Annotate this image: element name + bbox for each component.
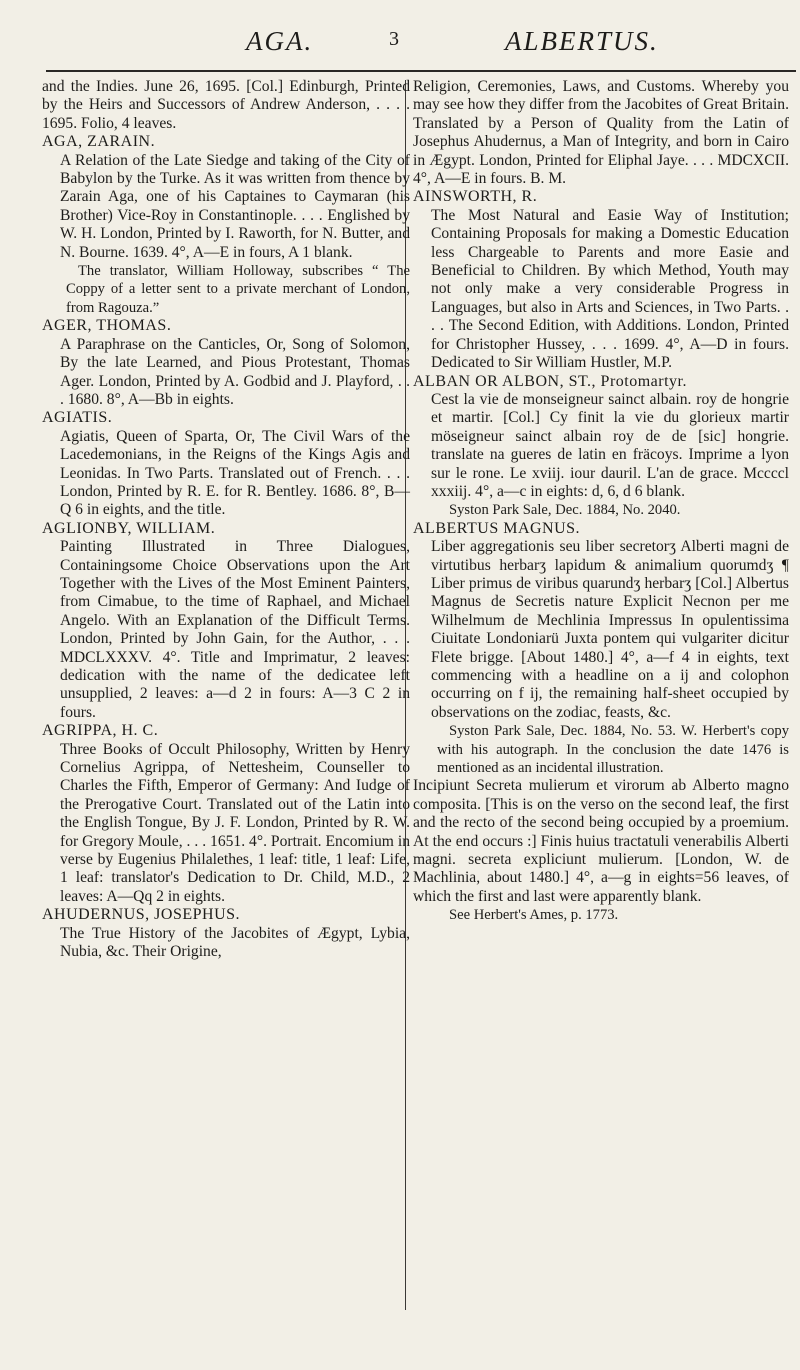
entry-text: Painting Illustrated in Three Dialogues, Containingsome Choice Observations upon the Art Together with the Lives of the Most Eminent Painters, from Cimabue, to the time of Raphael, and Michael Angelo. With an Explanation of the Difficult Terms. London, Printed by John Gain, for the Author, . . . MDCLXXXV. 4°. Title and Imprimatur, 2 leaves: dedication with the name of the dedicatee left unsupplied, 2 leaves: a—d 2 in fours: A—3 C 2 in fours.	[60, 538, 410, 721]
entry-text: A Paraphrase on the Canticles, Or, Song of Solomon, By the late Learned, and Pious Protestant, Thomas Ager. London, Printed by A. Godbid and J. Playford, . . . 1680. 8°, A—Bb in eights.	[60, 335, 410, 408]
running-head-right: ALBERTUS.	[505, 26, 659, 56]
entry-text: The True History of the Jacobites of Ægypt, Lybia, Nubia, &c. Their Origine,	[60, 924, 410, 961]
left-column	[42, 78, 410, 962]
catalogue-entry	[42, 133, 410, 317]
entry-heading: AINSWORTH, R.	[413, 188, 538, 206]
catalogue-entry	[42, 520, 410, 722]
entry-note: The translator, William Holloway, subscribes “ The Coppy of a letter sent to a private merchant of London, from Ragouza.”	[66, 263, 410, 316]
entry-text: A Relation of the Late Siedge and taking of the City of Babylon by the Turke. As it was written from thence by Zarain Aga, one of his Captaines to Caymaran (his Brother) Vice-Roy in Constantinople. . . . Englished by W. H. London, Printed by I. Raworth, for N. Butter, and N. Bourne. 1639. 4°, A—E in fours, A 1 blank.	[60, 151, 410, 261]
continuation-text: and the Indies. June 26, 1695. [Col.] Edinburgh, Printed by the Heirs and Successors of Andrew Anderson, . . . . 1695. Folio, 4 leaves.	[42, 78, 410, 132]
catalogue-entry	[42, 906, 410, 961]
entry-text: Liber aggregationis seu liber secretorʒ Alberti magni de virtutibus herbarʒ lapidum & animalium quorumdʒ ¶ Liber primus de viribus quarundʒ herbarʒ [Col.] Albertus Magnus de Secretis nature Explicit Necnon per me Wilhelmum de Mechlinia Impressus In opulentissima Ciuitate Londoniarü Juxta pontem qui vulgariter dicitur Flete brigge. [About 1480.] 4°, a—f 4 in eights, text commencing with a headline on a ij and colophon occurring on f ij, the remaining half-sheet occupied by observations on the zodiac, feasts, &c.	[431, 538, 789, 721]
page-number: 3	[389, 28, 399, 50]
entry-heading: AGLIONBY, WILLIAM.	[42, 519, 216, 537]
entry-heading: AGER, THOMAS.	[42, 317, 172, 335]
entry-text: The Most Natural and Easie Way of Institution; Containing Proposals for making a Domestic Education less Chargeable to Parents and more Easie and Beneficial to Children. By which Method, Youth may not only make a very considerable Progress in Languages, but also in Arts and Sciences, in Two Parts. . . . The Second Edition, with Additions. London, Printed for Christopher Hussey, . . . 1699. 4°, A—D in fours. Dedicated to Sir William Hustler, M.P.	[431, 206, 789, 372]
entry-text: Cest la vie de monseigneur sainct albain. roy de hongrie et martir. [Col.] Cy finit la vie du glorieux martir möseigneur sainct albain roy de de [sic] hongrie. translate na gueres de latin en fräcoys. Imprime a lyon sur le rone. Le xviij. iour dauril. L'an de grace. Mccccl xxxiij. 4°, a—c in eights: d, 6, d 6 blank.	[431, 390, 789, 500]
right-column	[413, 78, 789, 925]
catalogue-entry	[42, 317, 410, 409]
entry-heading: AGA, ZARAIN.	[42, 133, 156, 151]
entry-heading: ALBERTUS MAGNUS.	[413, 519, 581, 537]
catalogue-entry	[413, 373, 789, 520]
entry-note: Syston Park Sale, Dec. 1884, No. 53. W. Herbert's copy with his autograph. In the conclusion the date 1476 is mentioned as an incidental illustration.	[437, 723, 789, 777]
entry-heading: AGRIPPA, H. C.	[42, 722, 159, 740]
closing-text: Incipiunt Secreta mulierum et virorum ab Alberto magno composita. [This is on the verso on the second leaf, the first and the recto of the second being occupied by a proemium. At the end occurs :] Finis huius tractatuli venerabilis Alberti magni. secreta expliciunt mulierum. [London, W. de Machlinia, about 1480.] 4°, a—g in eights=56 leaves, of which the first and last were apparently blank.	[413, 777, 789, 905]
continuation-text: Religion, Ceremonies, Laws, and Customs. Whereby you may see how they differ from the Jacobites of Great Britain. Translated by a Person of Quality from the Latin of Josephus Ahudernus, a Man of Integrity, and born in Cairo in Ægypt. London, Printed for Eliphal Jaye. . . . MDCXCII. 4°, A—E in fours. B. M.	[413, 78, 789, 188]
entry-heading: AHUDERNUS, JOSEPHUS.	[42, 906, 241, 924]
running-head-left: AGA.	[246, 26, 314, 56]
entry-heading: ALBAN OR ALBON, ST., Protomartyr.	[413, 372, 687, 390]
catalogue-entry	[413, 520, 789, 778]
running-head	[0, 26, 800, 60]
entry-text: Three Books of Occult Philosophy, Written by Henry Cornelius Agrippa, of Nettesheim, Counseller to Charles the Fifth, Emperor of Germany: And Iudge of the Prerogative Court. Translated out of the Latin into the English Tongue, By J. F. London, Printed by R. W. for Gregory Moule, . . . 1651. 4°. Portrait. Encomium in verse by Eugenius Philalethes, 1 leaf: title, 1 leaf: Life, 1 leaf: translator's Dedication to Dr. Child, M.D., 2 leaves: A—Qq 2 in eights.	[60, 740, 410, 905]
header-rule	[46, 70, 796, 72]
catalogue-entry	[42, 722, 410, 906]
entry-heading: AGIATIS.	[42, 409, 113, 427]
catalogue-entry	[42, 409, 410, 519]
see-also-note: See Herbert's Ames, p. 1773.	[449, 907, 619, 924]
entry-note: Syston Park Sale, Dec. 1884, No. 2040.	[449, 502, 681, 519]
entry-text: Agiatis, Queen of Sparta, Or, The Civil Wars of the Lacedemonians, in the Reigns of the Kings Agis and Leonidas. In Two Parts. Translated out of French. . . . London, Printed by R. E. for R. Bentley. 1686. 8°, B—Q 6 in eights, and the title.	[60, 427, 410, 519]
catalogue-entry	[413, 188, 789, 372]
